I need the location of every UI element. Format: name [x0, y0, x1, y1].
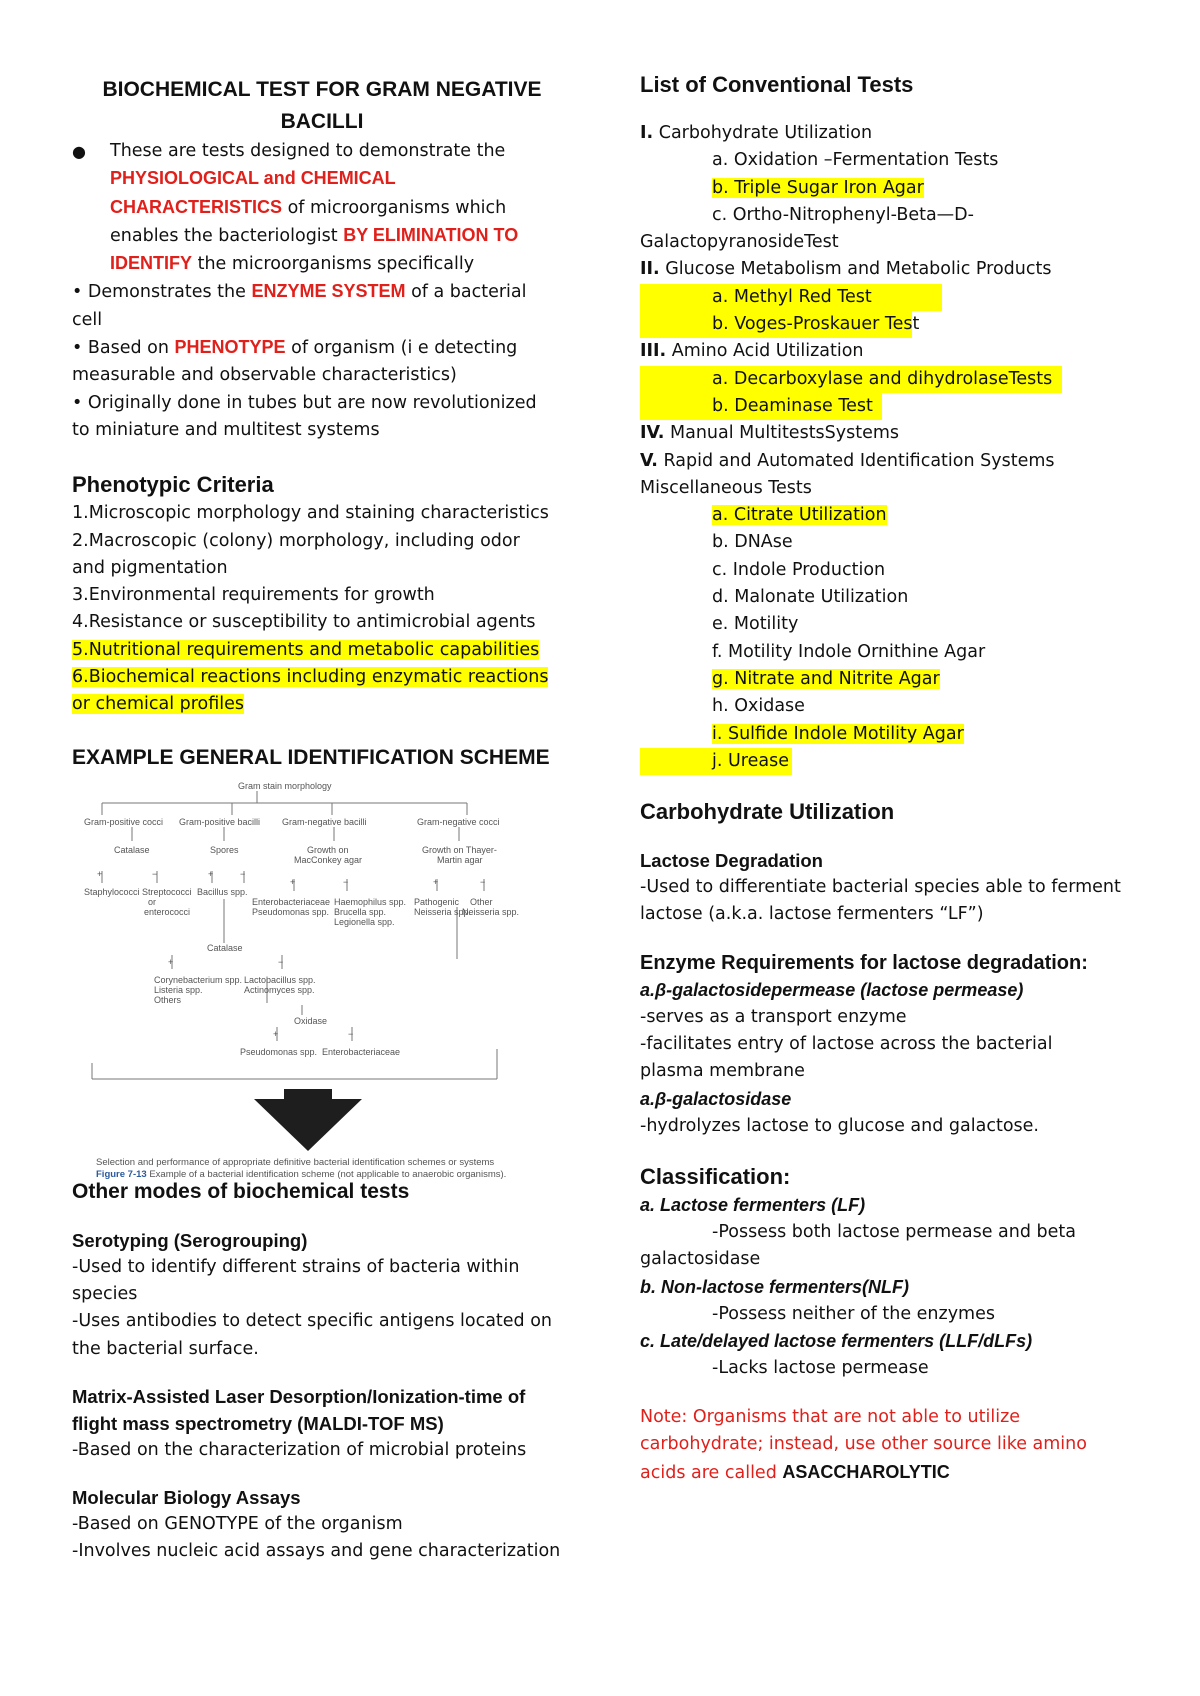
down-arrow-icon	[254, 1089, 362, 1151]
list-item: a. Decarboxylase and dihydrolaseTests	[640, 366, 1062, 393]
svg-text:Bacillus spp.: Bacillus spp.	[197, 886, 248, 897]
note: Note: Organisms that are not able to utilize carbohydrate; instead, use other source like amino acids are called ASACCHAROLYTIC	[640, 1407, 1087, 1483]
enzyme-bullet: • Demonstrates the ENZYME SYSTEM of a bacterial cell	[72, 281, 527, 330]
intro-bullet: ● These are tests designed to demonstrate the PHYSIOLOGICAL and CHEMICAL CHARACTERISTICS of microorganisms which enables the bacteriologist BY ELIMINATION TO IDENTIFY the microorganisms specifically	[72, 138, 572, 278]
list-item: h. Oxidase	[712, 696, 805, 717]
svg-text:−: −	[343, 876, 349, 887]
list-item: b. DNAse	[712, 532, 793, 553]
lactose-text: -Used to differentiate bacterial species able to ferment lactose (a.k.a. lactose fermenters “LF”)	[640, 877, 1121, 925]
svg-text:Others: Others	[154, 994, 182, 1005]
svg-text:+: +	[97, 868, 103, 879]
class-b: b. Non-lactose fermenters(NLF)	[640, 1276, 910, 1297]
svg-text:or: or	[148, 896, 157, 907]
list-item: j. Urease	[640, 748, 792, 775]
conventional-tests-list: I. Carbohydrate Utilization a. Oxidation –Fermentation Tests b. Triple Sugar Iron Agar c. Ortho-Nitrophenyl-Beta—D- GalactopyranosideTest II. Glucose Metabolism and Metabolic Products a. Methyl Red Test b. Voges-Proskauer Test III. Amino Acid Utilization a. Decarboxylase and dihydrolaseTests b. Deaminase Test IV. Manual MultitestsSystems V. Rapid and Automated Identification Systems Miscellaneous Tests a. Citrate Utilization b. DNAse c. Indole Production d. Malonate Utilization e. Motility f. Motility Indole Ornithine Agar g. Nitrate and Nitrite Agar h. Oxidase i. Sulfide Indole Motility Agar j. Urease	[640, 120, 1140, 775]
svg-text:Gram-negative bacilli: Gram-negative bacilli	[282, 816, 367, 827]
classification-heading: Classification:	[640, 1163, 791, 1189]
svg-text:Gram-negative cocci: Gram-negative cocci	[417, 816, 500, 827]
svg-text:+: +	[273, 1028, 279, 1039]
svg-text:−: −	[348, 1028, 354, 1039]
svg-text:Streptococci: Streptococci	[142, 886, 192, 897]
svg-text:+: +	[290, 876, 296, 887]
svg-text:Staphylococci: Staphylococci	[84, 886, 140, 897]
list-item: d. Malonate Utilization	[712, 587, 909, 608]
list-item: b. Voges-Proskauer Test	[640, 311, 912, 338]
criteria-item: 5.Nutritional requirements and metabolic capabilities	[72, 639, 540, 660]
maldi-heading: Matrix-Assisted Laser Desorption/Ionization-time of flight mass spectrometry (MALDI-TOF MS)	[72, 1385, 526, 1434]
svg-text:Enterobacteriaceae: Enterobacteriaceae	[252, 896, 331, 907]
svg-text:Pseudomonas spp.: Pseudomonas spp.	[252, 906, 330, 917]
svg-text:+: +	[208, 868, 214, 879]
svg-text:+: +	[168, 956, 174, 967]
svg-text:Legionella spp.: Legionella spp.	[334, 916, 395, 927]
svg-text:Corynebacterium spp.: Corynebacterium spp.	[154, 974, 243, 985]
svg-text:Brucella spp.: Brucella spp.	[334, 906, 387, 917]
list-item: e. Motility	[712, 614, 799, 635]
serotyping-text: -Used to identify different strains of bacteria within species -Uses antibodies to detect specific antigens located on the bacterial surface.	[72, 1256, 553, 1359]
svg-text:Pseudomonas spp.: Pseudomonas spp.	[240, 1046, 318, 1057]
permease-heading: a.β-galactosidepermease (lactose permease)	[640, 979, 1024, 1000]
svg-text:Martin agar: Martin agar	[437, 854, 483, 865]
list-item: b. Deaminase Test	[640, 393, 882, 420]
carbohydrate-heading: Carbohydrate Utilization	[640, 799, 895, 825]
svg-text:Actinomyces spp.: Actinomyces spp.	[244, 984, 315, 995]
class-a: a. Lactose fermenters (LF)	[640, 1194, 866, 1215]
fig-top: Gram stain morphology	[238, 780, 332, 791]
molecular-heading: Molecular Biology Assays	[72, 1487, 301, 1509]
svg-text:Selection and performance of a: Selection and performance of appropriate definitive bacterial identification schemes or systems	[96, 1156, 495, 1168]
criteria-item: 6.Biochemical reactions including enzymatic reactions	[72, 667, 549, 688]
criteria-item: or chemical profiles	[72, 694, 245, 715]
criteria-item: 2.Macroscopic (colony) morphology, including odor	[72, 530, 520, 551]
maldi-text: -Based on the characterization of microbial proteins	[72, 1439, 527, 1460]
svg-text:Listeria spp.: Listeria spp.	[154, 984, 203, 995]
list-item: c. Ortho-Nitrophenyl-Beta—D-	[712, 204, 974, 225]
right-column: List of Conventional Tests I. Carbohydrate Utilization a. Oxidation –Fermentation Tests b. Triple Sugar Iron Agar c. Ortho-Nitrophenyl-Beta—D- GalactopyranosideTest II. Glucose Metabolism and Metabolic Products a. Methyl Red Test b. Voges-Proskauer Test III. Amino Acid Utilization a. Decarboxylase and dihydrolaseTests b. Deaminase Test IV. Manual MultitestsSystems V. Rapid and Automated Identification Systems Miscellaneous Tests a. Citrate Utilization b. DNAse c. Indole Production d. Malonate Utilization e. Motility f. Motility Indole Ornithine Agar g. Nitrate and Nitrite Agar h. Oxidase i. Sulfide Indole Motility Agar j. Urease Carbohydrate Utilization Lactose Degradation -Used to differentiate bacterial species able to ferment lactose (a.k.a. lactose fermenters “LF”) Enzyme Requirements for lactose degradation: a.β-galactosidepermease (lactose permease) -serves as a transport enzyme -facilitates entry of lactose across the bacterial plasma membrane a.β-galactosidase -hydrolyzes lactose to glucose and galactose. Classification: a. Lactose fermenters (LF) -Possess both lactose permease and beta galactosidase b. Non-lactose fermenters(NLF) -Possess neither of the enzymes c. Late/delayed lactose fermenters (LLF/dLFs) -Lacks lactose permease Note: Organisms that are not able to utilize carbohydrate; instead, use other source like amino acids are called ASACCHAROLYTIC	[640, 70, 1140, 1487]
galactosidase-text: -hydrolyzes lactose to glucose and galactose.	[640, 1115, 1039, 1136]
list-item: a. Citrate Utilization	[712, 505, 887, 526]
svg-text:MacConkey agar: MacConkey agar	[294, 854, 363, 865]
molecular-text: -Based on GENOTYPE of the organism -Involves nucleic acid assays and gene characterization	[72, 1514, 561, 1562]
svg-text:−: −	[480, 876, 486, 887]
criteria-item: 3.Environmental requirements for growth	[72, 585, 435, 606]
phenotypic-criteria-heading: Phenotypic Criteria	[72, 472, 274, 498]
svg-text:Neisseria spp.: Neisseria spp.	[414, 906, 472, 917]
list-item: a. Methyl Red Test	[640, 284, 942, 311]
document-title: BIOCHEMICAL TEST FOR GRAM NEGATIVE BACILLI	[102, 78, 542, 133]
svg-text:Gram-positive cocci: Gram-positive cocci	[84, 816, 164, 827]
tubes-bullet: • Originally done in tubes but are now revolutionized to miniature and multitest systems	[72, 392, 537, 440]
svg-text:enterococci: enterococci	[144, 906, 191, 917]
list-item: f. Motility Indole Ornithine Agar	[712, 641, 986, 662]
lactose-heading: Lactose Degradation	[640, 850, 823, 872]
svg-text:+: +	[433, 876, 439, 887]
enzyme-heading: Enzyme Requirements for lactose degradation:	[640, 951, 1088, 974]
list-item: c. Indole Production	[712, 559, 886, 580]
serotyping-heading: Serotyping (Serogrouping)	[72, 1229, 308, 1251]
left-column	[72, 74, 572, 1566]
svg-text:Spores: Spores	[210, 844, 239, 855]
bullet-icon: ●	[72, 142, 86, 161]
svg-text:Other: Other	[470, 896, 493, 907]
svg-text:Pathogenic: Pathogenic	[414, 896, 460, 907]
svg-text:Growth on Thayer-: Growth on Thayer-	[422, 844, 497, 855]
svg-text:Catalase: Catalase	[207, 942, 243, 953]
svg-text:Oxidase: Oxidase	[294, 1015, 328, 1026]
class-c: c. Late/delayed lactose fermenters (LLF/dLFs)	[640, 1330, 1033, 1351]
phenotype-bullet: • Based on PHENOTYPE of organism (i e detecting measurable and observable characteristics)	[72, 337, 518, 386]
list-item: b. Triple Sugar Iron Agar	[712, 177, 924, 198]
svg-text:Haemophilus spp.: Haemophilus spp.	[334, 896, 407, 907]
svg-text:Neisseria spp.: Neisseria spp.	[462, 906, 520, 917]
svg-text:−: −	[152, 868, 158, 879]
svg-text:−: −	[278, 956, 284, 967]
list-item: i. Sulfide Indole Motility Agar	[712, 723, 964, 744]
svg-text:Enterobacteriaceae: Enterobacteriaceae	[322, 1046, 401, 1057]
svg-text:Figure 7-13 Example of a bacte: Figure 7-13 Example of a bacterial identification scheme (not applicable to anaerobic organisms).	[96, 1168, 507, 1179]
scheme-heading: EXAMPLE GENERAL IDENTIFICATION SCHEME	[72, 745, 550, 769]
svg-text:−: −	[240, 868, 246, 879]
criteria-item: 4.Resistance or susceptibility to antimicrobial agents	[72, 612, 536, 633]
conventional-tests-heading: List of Conventional Tests	[640, 72, 914, 97]
scheme-diagram	[72, 779, 572, 1179]
svg-text:Gram-positive bacilli: Gram-positive bacilli	[179, 816, 261, 827]
criteria-list	[72, 500, 572, 718]
svg-text:Growth on: Growth on	[307, 844, 349, 855]
criteria-item: 1.Microscopic morphology and staining characteristics	[72, 503, 549, 524]
galactosidase-heading: a.β-galactosidase	[640, 1088, 792, 1109]
criteria-item: and pigmentation	[72, 557, 228, 578]
other-modes-heading: Other modes of biochemical tests	[72, 1179, 410, 1203]
svg-text:Lactobacillus spp.: Lactobacillus spp.	[244, 974, 316, 985]
permease-text: -serves as a transport enzyme -facilitates entry of lactose across the bacterial plasma membrane	[640, 1006, 1053, 1082]
identification-scheme-figure	[72, 779, 572, 1179]
list-item: a. Oxidation –Fermentation Tests	[712, 150, 999, 171]
list-item: g. Nitrate and Nitrite Agar	[712, 668, 940, 689]
svg-text:Catalase: Catalase	[114, 844, 150, 855]
